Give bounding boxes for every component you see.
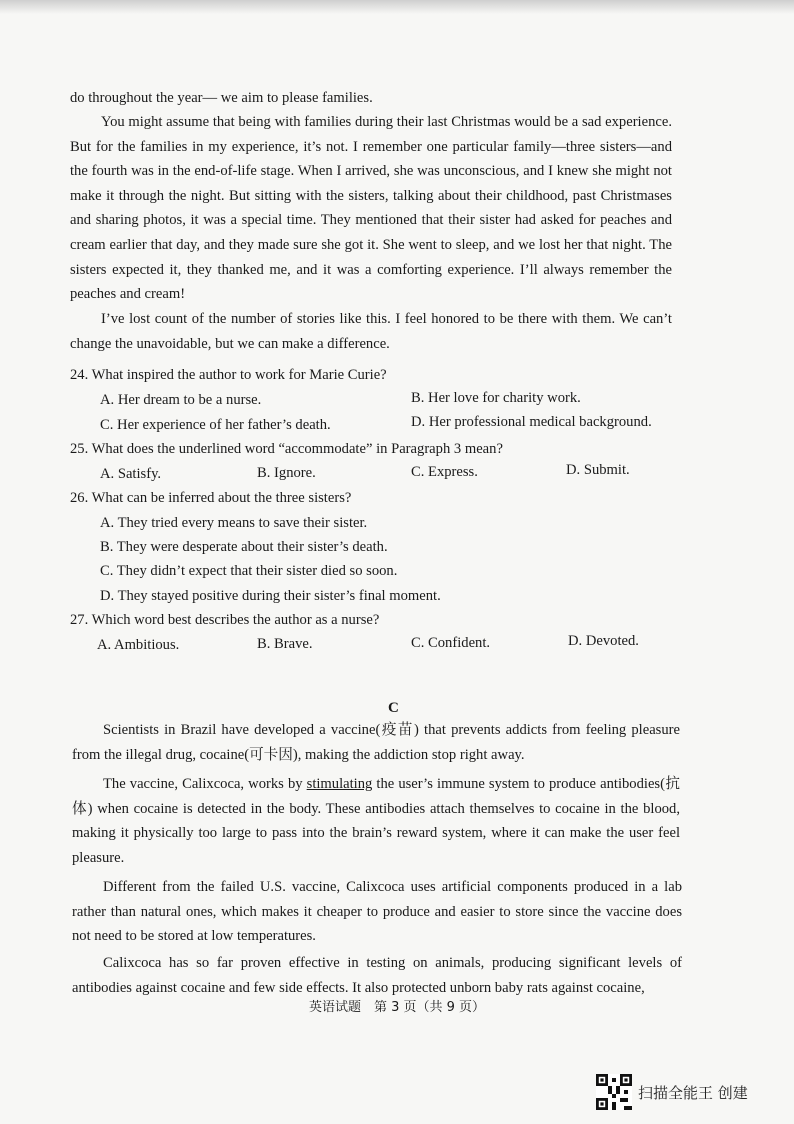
question-25-option-c[interactable]: C. Express. <box>411 464 478 480</box>
p2-text-before: The vaccine, Calixcoca, works by <box>103 776 307 792</box>
question-24-option-a[interactable]: A. Her dream to be a nurse. <box>100 392 262 408</box>
question-26-option-b[interactable]: B. They were desperate about their sister’s death. <box>100 539 388 555</box>
paragraph-lost-count: I’ve lost count of the number of stories like this. I feel honored to be there with them. We can’t change the unavoidable, but we can make a difference. <box>70 311 672 352</box>
passage-c-heading: C <box>388 700 399 716</box>
question-25-option-a[interactable]: A. Satisfy. <box>100 466 162 482</box>
question-24-option-c[interactable]: C. Her experience of her father’s death. <box>100 417 331 433</box>
question-25-option-d[interactable]: D. Submit. <box>566 462 630 478</box>
qr-code-icon <box>596 1074 632 1110</box>
question-27-stem: 27. Which word best describes the author as a nurse? <box>70 612 380 628</box>
paragraph-sisters-story: You might assume that being with families during their last Christmas would be a sad experience. But for the families in my experience, it’s not. I remember one particular family—three sisters—and the fourth was in the end-of-life stage. When I arrived, she was unconscious, and I knew she might not make it through the night. But sitting with the sisters, talking about their childhood, past Christmases and sharing photos, it was a special time. They mentioned that their sister had asked for peaches and cream earlier that day, and they made sure she got it. She went to sleep, and we lost her that night. The sisters expected it, they thanked me, and it was a comforting experience. I’ll always remember the peaches and cream! <box>70 114 672 303</box>
question-24-option-b[interactable]: B. Her love for charity work. <box>411 390 581 406</box>
question-26-option-d[interactable]: D. They stayed positive during their sister’s final moment. <box>100 588 441 604</box>
page-footer: 英语试题 第 3 页（共 9 页） <box>308 1000 486 1015</box>
question-27-option-a[interactable]: A. Ambitious. <box>97 637 180 653</box>
question-26-stem: 26. What can be inferred about the three sisters? <box>70 490 352 506</box>
question-24-option-d[interactable]: D. Her professional medical background. <box>411 414 652 430</box>
underlined-word-stimulating: stimulating <box>306 776 373 792</box>
passage-c-paragraph-1: Scientists in Brazil have developed a vaccine(疫苗) that prevents addicts from feeling pleasure from the illegal drug, cocaine(可卡因), making the addiction stop right away. <box>72 722 680 763</box>
question-26-option-c[interactable]: C. They didn’t expect that their sister died so soon. <box>100 563 398 579</box>
watermark-text: 扫描全能王 创建 <box>638 1083 748 1102</box>
question-26-option-a[interactable]: A. They tried every means to save their sister. <box>100 515 368 531</box>
scanner-watermark <box>596 1074 748 1110</box>
question-27-option-d[interactable]: D. Devoted. <box>568 633 639 649</box>
question-25-option-b[interactable]: B. Ignore. <box>257 465 316 481</box>
question-24-stem: 24. What inspired the author to work for Marie Curie? <box>70 367 387 383</box>
question-25-stem: 25. What does the underlined word “accommodate” in Paragraph 3 mean? <box>70 441 503 457</box>
passage-c-paragraph-3: Different from the failed U.S. vaccine, Calixcoca uses artificial components produced in a lab rather than natural ones, which makes it cheaper to produce and easier to store since the vaccine does not need to be stored at low temperatures. <box>72 879 682 945</box>
question-27-option-c[interactable]: C. Confident. <box>411 635 491 651</box>
passage-c-paragraph-2 <box>72 772 680 870</box>
scan-top-edge <box>0 0 794 14</box>
passage-c-paragraph-4: Calixcoca has so far proven effective in testing on animals, producing significant levels of antibodies against cocaine and few side effects. It also protected unborn baby rats against cocaine, <box>72 955 682 996</box>
paragraph-tail: do throughout the year— we aim to please families. <box>70 90 373 106</box>
p2-text-after: the user’s immune system to produce antibodies(抗体) when cocaine is detected in the body. These antibodies attach themselves to cocaine in the blood, making it physically too large to pass into the brain’s reward system, where it can make the user feel pleasure. <box>72 776 680 866</box>
question-27-option-b[interactable]: B. Brave. <box>257 636 313 652</box>
